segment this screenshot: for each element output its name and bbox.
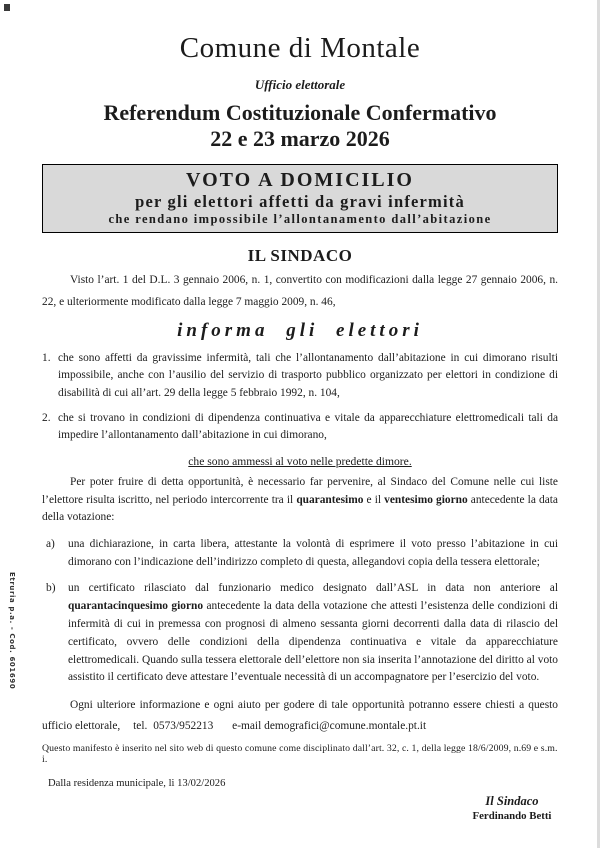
email-address: demografici@comune.montale.pt.it — [264, 720, 427, 733]
municipality-title: Comune di Montale — [179, 32, 421, 64]
condition-text: che si trovano in condizioni di dipendenza continuativa e vitale da apparecchiature elettromedicali tali da impedire l’allontanamento dall’abitazione in cui dimorano, — [58, 411, 558, 442]
signature-block — [404, 794, 600, 822]
procedure-item-a — [42, 536, 558, 572]
procedure-item-b — [42, 580, 558, 687]
item-bold-quarantacinquesimo: quarantacinquesimo giorno — [68, 600, 204, 613]
referendum-title: Referendum Costituzionale Confermativo — [103, 100, 497, 125]
intro-text: e il — [363, 493, 385, 506]
tel-number: 0573/952213 — [153, 720, 214, 733]
intro-text: antecedente la data della votazione: — [42, 493, 558, 524]
contact-text: Ogni ulteriore informazione e ogni aiuto per godere di tale opportunità potranno essere chiesti a questo ufficio elettorale, — [42, 699, 558, 733]
condition-item-1 — [42, 350, 558, 402]
banner-heading: VOTO A DOMICILIO — [186, 168, 414, 191]
web-note: Questo manifesto è inserito nel sito web di questo comune come disciplinato dall’art. 32, c. 1, della legge 18/6/2009, n.69 e s.m. i. — [42, 743, 558, 766]
printer-code-label: Etruria p.a. - Cod. 601690 — [8, 572, 16, 690]
contact-paragraph — [42, 695, 558, 737]
item-text: antecedente la data della votazione che attesti l’esistenza delle condizioni di infermità di cui in premessa con prognosi di almeno sessanta giorni decorrenti dalla data di rilascio del certificato, ovvero delle condizioni della dipendenza continuativa e vitale da apparecchiature elettromedicali. Quando sulla tessera elettorale dell’elettore non sia inserita l’annotazione del diritto al voto assistito il certificato deve attestare l’eventuale necessità di un accompagnatore per l’esercizio del voto. — [68, 600, 558, 684]
office-subtitle: Ufficio elettorale — [254, 77, 346, 92]
sindaco-heading: IL SINDACO — [247, 246, 353, 266]
email-label: e-mail — [232, 720, 262, 733]
referendum-dates: 22 e 23 marzo 2026 — [210, 126, 390, 152]
informa-heading: informa gli elettori — [177, 319, 423, 341]
domicilio-banner — [42, 164, 558, 233]
banner-description: che rendano impossibile l’allontanamento dall’abitazione — [108, 211, 492, 226]
item-text: una dichiarazione, in carta libera, attestante la volontà di esprimere il voto presso l’abitazione in cui dimorano con l’indicazione dell’indirizzo completo di questa, allegandovi copia della tessera elettorale; — [68, 537, 558, 568]
signature-name: Ferdinando Betti — [472, 810, 552, 823]
admitted-line: che sono ammessi al voto nelle predette dimore. — [188, 454, 412, 468]
intro-text: Per poter fruire di detta opportunità, è necessario far pervenire, al Sindaco del Comune nelle cui liste l’elettore risulta iscritto, nel periodo intercorrente tra il — [42, 475, 558, 506]
condition-number: 1. — [42, 351, 51, 364]
item-letter: b) — [46, 582, 56, 595]
condition-text: che sono affetti da gravissime infermità, tali che l’allontanamento dall’abitazione in cui dimorano risulti impossibile, anche con l’ausilio del servizio di trasporto pubblico organizzato per elettori in condizione di disabilità di cui all’art. 29 della legge 5 febbraio 1992, n. 104, — [58, 351, 558, 399]
item-letter: a) — [46, 537, 55, 550]
scan-corner-mark — [4, 4, 10, 11]
signature-title: Il Sindaco — [485, 794, 539, 809]
condition-number: 2. — [42, 411, 51, 424]
banner-subheading: per gli elettori affetti da gravi infermità — [135, 191, 465, 211]
intro-bold-ventesimo: ventesimo giorno — [384, 493, 468, 506]
condition-item-2 — [42, 410, 558, 445]
procedure-intro — [42, 474, 558, 527]
premise-paragraph: Visto l’art. 1 del D.L. 3 gennaio 2006, n. 1, convertito con modificazioni dalla legge 27 gennaio 2006, n. 22, e ulteriormente modificato dalla legge 7 maggio 2009, n. 46, — [42, 274, 558, 309]
place-date-line: Dalla residenza municipale, li 13/02/2026 — [48, 778, 226, 790]
tel-label: tel. — [133, 720, 148, 733]
intro-bold-quarantesimo: quarantesimo — [296, 493, 364, 506]
item-text: un certificato rilasciato dal funzionario medico designato dall’ASL in data non anteriore al — [68, 582, 558, 595]
